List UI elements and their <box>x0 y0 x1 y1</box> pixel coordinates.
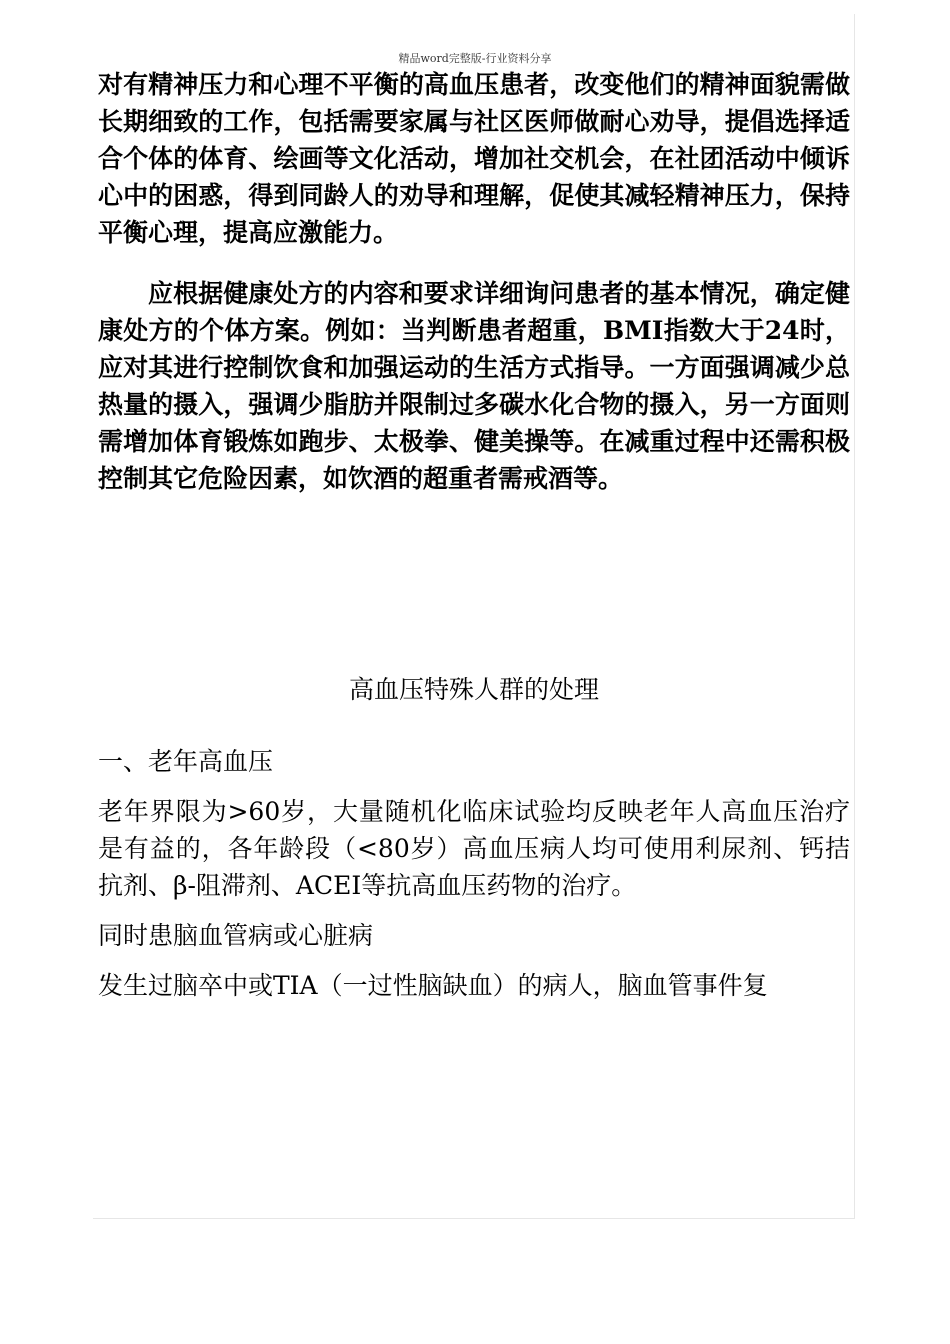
section-heading-elderly: 一、老年高血压 <box>98 747 274 776</box>
paragraph-elderly-hypertension: 老年界限为>60岁，大量随机化临床试验均反映老年人高血压治疗是有益的，各年龄段（<80岁）高血压病人均可使用利尿剂、钙拮抗剂、β-阻滞剂、ACEI等抗高血压药物的治疗。 <box>98 797 850 900</box>
section-title: 高血压特殊人群的处理 <box>348 675 599 704</box>
header-note: 精品word完整版-行业资料分享 <box>398 52 552 65</box>
paragraph-stress-management: 对有精神压力和心理不平衡的高血压患者，改变他们的精神面貌需做长期细致的工作，包括需要家属与社区医师做耐心劝导，提倡选择适合个体的体育、绘画等文化活动，增加社交机会，在社团活动中倾诉心中的困惑，得到同龄人的劝导和理解，促使其减轻精神压力，保持平衡心理，提高应激能力。 <box>98 70 850 247</box>
paragraph-stroke-tia: 发生过脑卒中或TIA（一过性脑缺血）的病人，脑血管事件复 <box>98 971 768 1000</box>
document-body <box>98 66 850 1004</box>
paragraph-health-prescription: 应根据健康处方的内容和要求详细询问患者的基本情况，确定健康处方的个体方案。例如：当判断患者超重，BMI指数大于24时，应对其进行控制饮食和加强运动的生活方式指导。一方面强调减少总热量的摄入，强调少脂肪并限制过多碳水化合物的摄入，另一方面则需增加体育锻炼如跑步、太极拳、健美操等。在减重过程中还需积极控制其它危险因素，如饮酒的超重者需戒酒等。 <box>98 279 850 493</box>
subheading-cerebrovascular: 同时患脑血管病或心脏病 <box>98 921 374 950</box>
